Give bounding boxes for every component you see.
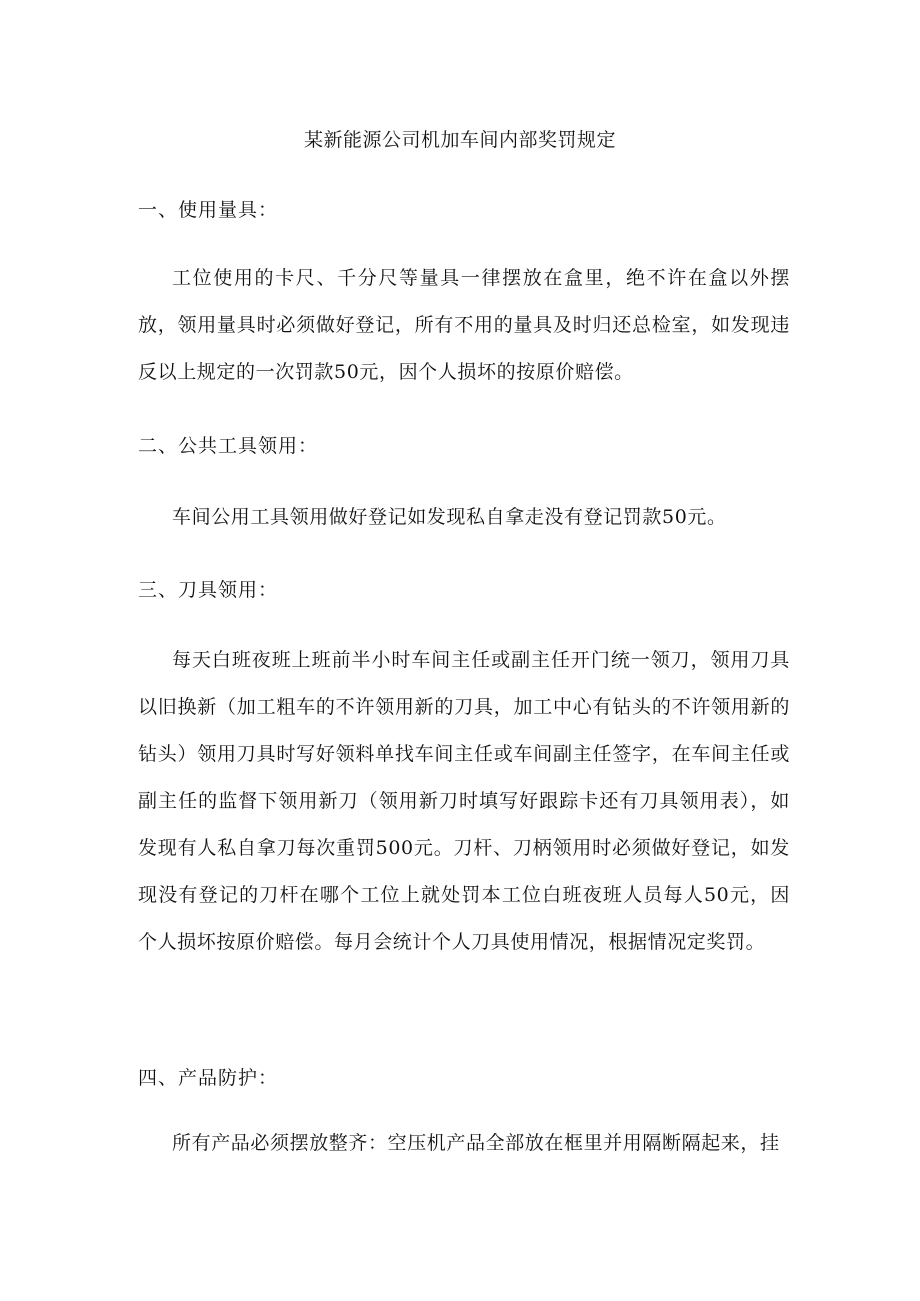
section-heading-4: 四、产品防护： [138, 1067, 279, 1089]
document-title: 某新能源公司机加车间内部奖罚规定 [303, 129, 616, 151]
section-body-4: 所有产品必须摆放整齐：空压机产品全部放在框里并用隔断隔起来，挂 [172, 1132, 780, 1154]
section-body-2: 车间公用工具领用做好登记如发现私自拿走没有登记罚款50元。 [172, 506, 727, 528]
section-heading-3: 三、刀具领用： [138, 579, 279, 601]
section-body-3: 每天白班夜班上班前半小时车间主任或副主任开门统一领刀，领用刀具以旧换新（加工粗车的不许领用新的刀具，加工中心有钻头的不许领用新的钻头）领用刀具时写好领料单找车间主任或车间副主任签字，在车间主任或副主任的监督下领用新刀（领用新刀时填写好跟踪卡还有刀具领用表），如发现有人私自拿刀每次重罚500元。刀杆、刀柄领用时必须做好登记，如发现没有登记的刀杆在哪个工位上就处罚本工位白班夜班人员每人50元，因个人损坏按原价赔偿。每月会统计个人刀具使用情况，根据情况定奖罚。 [138, 649, 790, 953]
section-body-1: 工位使用的卡尺、千分尺等量具一律摆放在盒里，绝不许在盒以外摆放，领用量具时必须做好登记，所有不用的量具及时归还总检室，如发现违反以上规定的一次罚款50元，因个人损坏的按原价赔偿。 [138, 267, 790, 383]
section-heading-1: 一、使用量具： [138, 199, 279, 221]
section-heading-2: 二、公共工具领用： [138, 435, 319, 457]
